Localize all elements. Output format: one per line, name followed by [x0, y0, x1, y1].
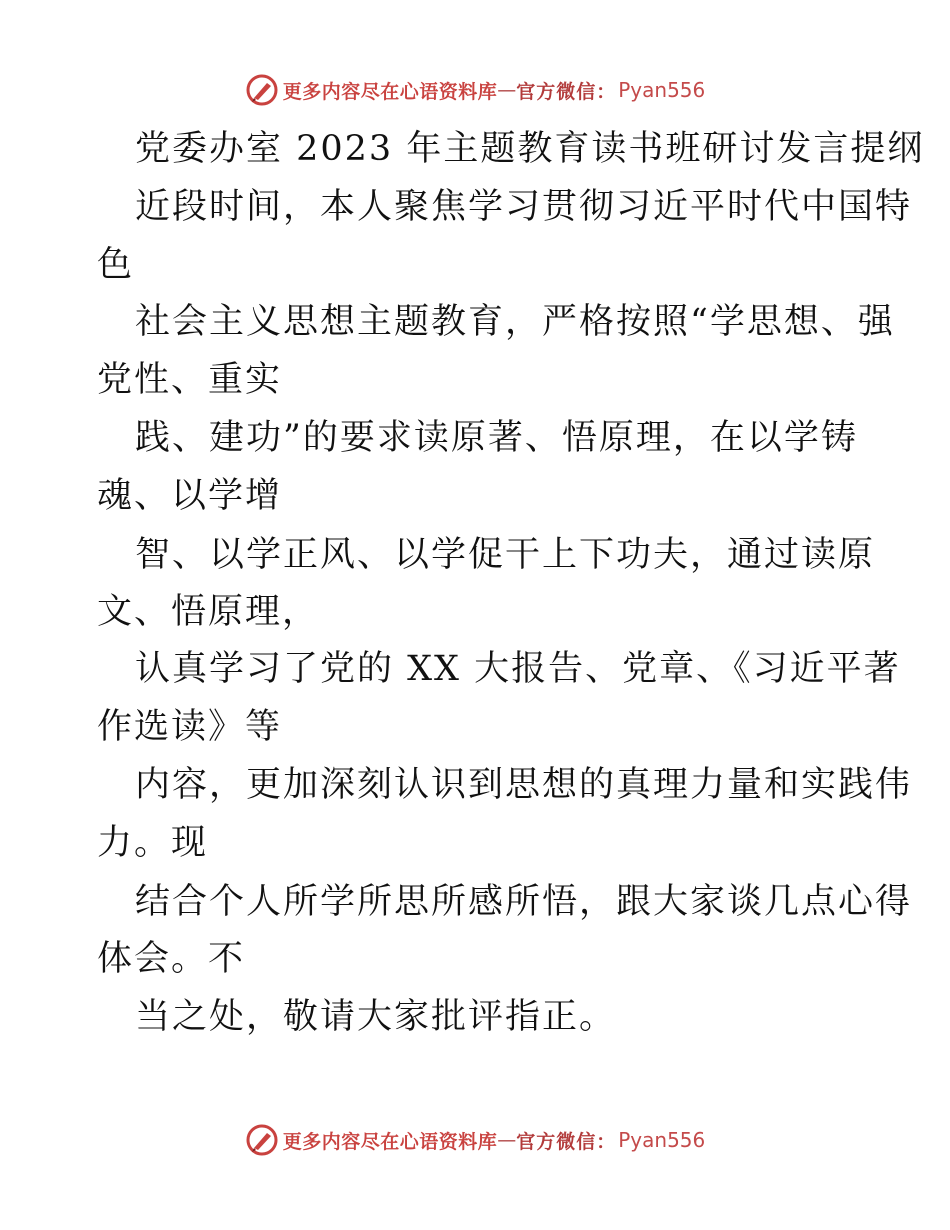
paragraph-line: 力。现 — [97, 823, 209, 863]
paragraph-line: 当之处，敬请大家批评指正。 — [135, 997, 617, 1037]
banner-main-text: 更多内容尽在心语资料库 — [282, 80, 498, 103]
paragraph-line: 党性、重实 — [97, 360, 283, 400]
paragraph-line: 近段时间，本人聚焦学习贯彻习近平时代中国特 — [135, 187, 913, 227]
banner-wechat-label: 官方微信： — [516, 1130, 617, 1153]
pen-logo-icon — [245, 1123, 279, 1157]
header-banner — [0, 70, 950, 110]
paragraph-line: 社会主义思想主题教育，严格按照“学思想、强 — [135, 302, 895, 342]
paragraph-line: 践、建功”的要求读原著、悟原理，在以学铸 — [135, 418, 858, 458]
paragraph-line: 内容，更加深刻认识到思想的真理力量和实践伟 — [135, 765, 913, 805]
paragraph-line: 文、悟原理， — [97, 592, 320, 632]
paragraph-line: 智、以学正风、以学促干上下功夫，通过读原 — [135, 535, 876, 575]
footer-banner — [0, 1120, 950, 1160]
paragraph-line: 体会。不 — [97, 939, 246, 979]
paragraph-line: 认真学习了党的 XX 大报告、党章、《习近平著 — [135, 649, 901, 689]
document-title: 党委办室 2023 年主题教育读书班研讨发言提纲 — [135, 129, 925, 169]
banner-wechat-id: Pyan556 — [618, 78, 706, 102]
paragraph-line: 色 — [97, 245, 135, 285]
paragraph-line: 结合个人所学所思所感所悟，跟大家谈几点心得 — [135, 882, 913, 922]
banner-main-text: 更多内容尽在心语资料库 — [282, 1130, 498, 1153]
paragraph-line: 作选读》等 — [97, 707, 283, 747]
banner-wechat-label: 官方微信： — [516, 80, 617, 103]
pen-logo-icon — [245, 73, 279, 107]
banner-separator: — — [497, 79, 517, 101]
paragraph-line: 魂、以学增 — [97, 476, 283, 516]
banner-separator: — — [497, 1129, 517, 1151]
banner-wechat-id: Pyan556 — [618, 1128, 706, 1152]
